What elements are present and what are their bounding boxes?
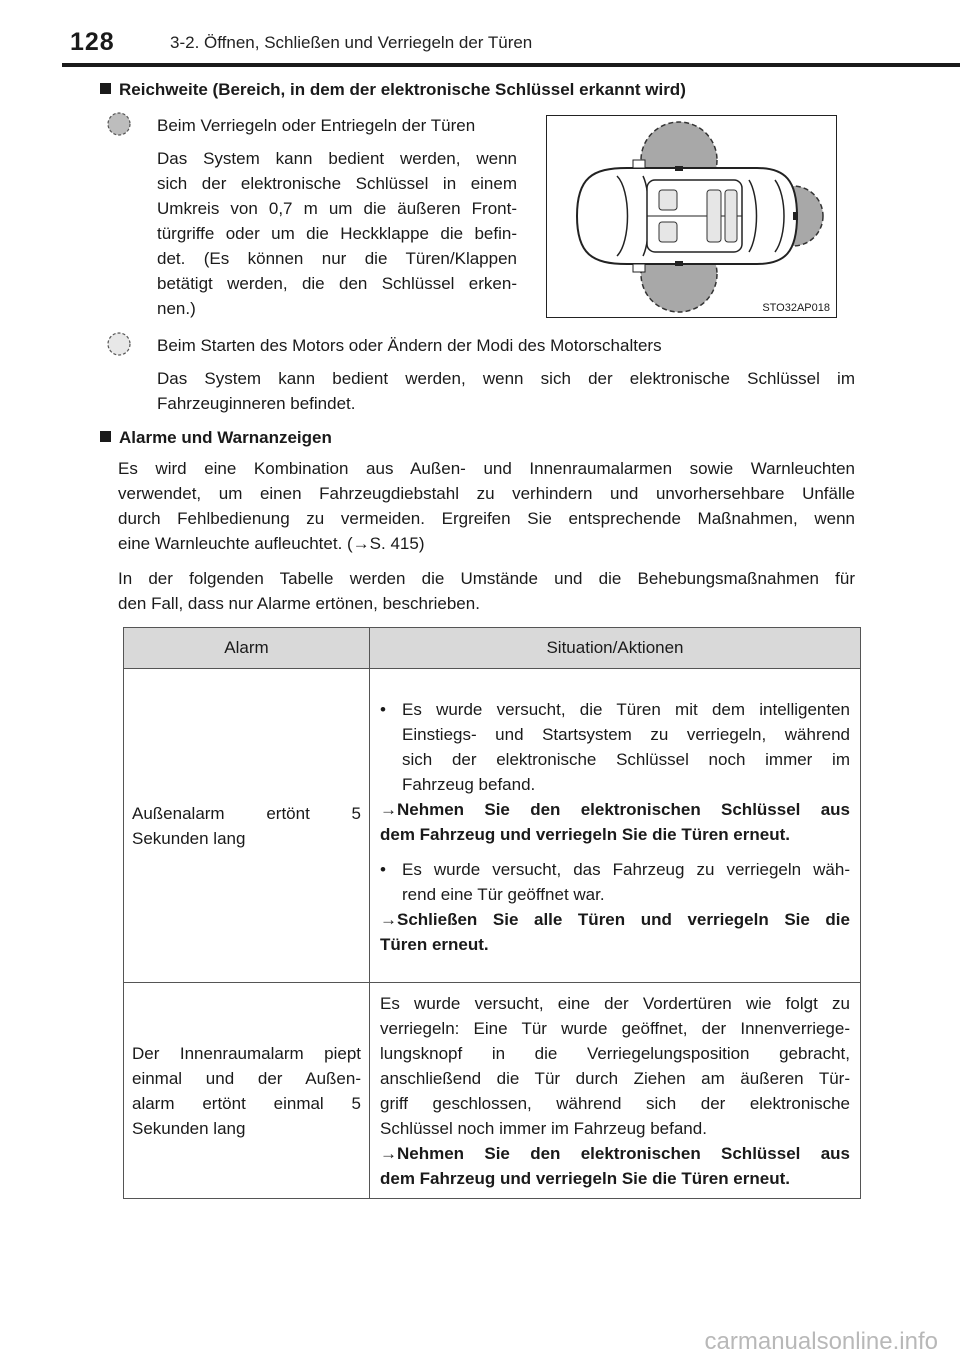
situation-cell bbox=[370, 669, 861, 983]
alarm-cell bbox=[124, 983, 370, 1199]
vehicle-range-figure bbox=[546, 115, 837, 318]
text-line: In der folgenden Tabelle werden die Umstände und die Behebungsmaßnahmen für bbox=[118, 569, 855, 588]
text-line: Schlüssel noch immer im Fahrzeug befand. bbox=[380, 1118, 707, 1138]
text-line: →Nehmen Sie den elektronischen Schlüssel aus bbox=[380, 799, 850, 819]
item2-title: Beim Starten des Motors oder Ändern der Modi des Motorschalters bbox=[157, 336, 662, 355]
text-line: Das System kann bedient werden, wenn sich der elektronische Schlüssel im bbox=[157, 369, 855, 388]
table-header-alarm: Alarm bbox=[124, 628, 370, 669]
text-line: Umkreis von 0,7 m um die äußeren Front- bbox=[157, 199, 517, 218]
text-line: det. (Es können nur die Türen/Klappen bbox=[157, 249, 517, 268]
text-line: den Fall, dass nur Alarme ertönen, beschrieben. bbox=[118, 594, 480, 613]
text-line: dem Fahrzeug und verriegeln Sie die Türen erneut. bbox=[380, 824, 790, 844]
text-line: verwendet, um einen Fahrzeugdiebstahl zu verhindern und unvorhersehbare Unfälle bbox=[118, 484, 855, 503]
alarm-heading bbox=[100, 428, 332, 448]
text-line: Fahrzeuginneren befindet. bbox=[157, 394, 356, 413]
square-bullet-icon bbox=[100, 83, 111, 94]
text-line: Türen erneut. bbox=[380, 934, 489, 954]
text-line: griff geschlossen, während sich der elektronische bbox=[380, 1093, 850, 1113]
situation-bullet bbox=[380, 857, 850, 907]
alarm-table bbox=[123, 627, 861, 1199]
table-row bbox=[124, 983, 861, 1199]
alarm-paragraph-1 bbox=[118, 456, 855, 556]
table-header-row bbox=[124, 628, 861, 669]
text-line: Der Innenraumalarm piept bbox=[132, 1043, 361, 1063]
action-text bbox=[380, 907, 850, 957]
table-row bbox=[124, 669, 861, 983]
text-line: nen.) bbox=[157, 299, 196, 318]
alarm-heading-text: Alarme und Warnanzeigen bbox=[119, 428, 332, 447]
item1-title: Beim Verriegeln oder Entriegeln der Türen bbox=[157, 116, 476, 135]
text-line: Einstiegs- und Startsystem zu verriegeln, während bbox=[402, 724, 850, 744]
car-top-view-illustration bbox=[547, 116, 836, 317]
page-number: 128 bbox=[70, 28, 115, 56]
text-line: →Schließen Sie alle Türen und verriegeln Sie die bbox=[380, 909, 850, 929]
alarm-cell bbox=[124, 669, 370, 983]
section-title: 3-2. Öffnen, Schließen und Verriegeln der Türen bbox=[170, 33, 533, 52]
item1-body bbox=[157, 146, 517, 321]
text-line: sich der elektronische Schlüssel noch immer im bbox=[402, 749, 850, 769]
text-line: durch Fehlbedienung zu vermeiden. Ergreifen Sie entsprechende Maßnahmen, wenn bbox=[118, 509, 855, 528]
header-rule bbox=[62, 63, 960, 67]
text-line: Es wurde versucht, eine der Vordertüren wie folgt zu bbox=[380, 993, 850, 1013]
text-line: sich der elektronische Schlüssel in einem bbox=[157, 174, 517, 193]
table-header-situation: Situation/Aktionen bbox=[370, 628, 861, 669]
text-line: einmal und der Außen- bbox=[132, 1068, 361, 1088]
text-line: Sekunden lang bbox=[132, 828, 246, 848]
text-line: alarm ertönt einmal 5 bbox=[132, 1093, 361, 1113]
text-line: Das System kann bedient werden, wenn bbox=[157, 149, 517, 168]
text-line: • Es wurde versucht, die Türen mit dem intelligenten bbox=[402, 699, 850, 719]
text-line: Sekunden lang bbox=[132, 1118, 246, 1138]
alarm-paragraph-2 bbox=[118, 566, 855, 616]
text-line: →Nehmen Sie den elektronischen Schlüssel aus bbox=[380, 1143, 850, 1163]
action-text bbox=[380, 797, 850, 847]
text-line: betätigt werden, die den Schlüssel erken- bbox=[157, 274, 517, 293]
figure-label: STO32AP018 bbox=[762, 302, 830, 314]
situation-cell bbox=[370, 983, 861, 1199]
text-line: Fahrzeug befand. bbox=[402, 774, 536, 794]
situation-bullet bbox=[380, 697, 850, 797]
text-line: anschließend die Tür durch Ziehen am äußeren Tür- bbox=[380, 1068, 850, 1088]
text-line: rend eine Tür geöffnet war. bbox=[402, 884, 605, 904]
text-line: Außenalarm ertönt 5 bbox=[132, 803, 361, 823]
item2-body bbox=[157, 366, 855, 416]
text-line: dem Fahrzeug und verriegeln Sie die Türen erneut. bbox=[380, 1168, 790, 1188]
text-line: eine Warnleuchte aufleuchtet. (→S. 415) bbox=[118, 534, 425, 553]
dashed-circle-marker-icon bbox=[106, 111, 132, 137]
range-heading-text: Reichweite (Bereich, in dem der elektronische Schlüssel erkannt wird) bbox=[119, 80, 686, 99]
text-line: • Es wurde versucht, das Fahrzeug zu verriegeln wäh- bbox=[402, 859, 850, 879]
dashed-circle-marker-icon bbox=[106, 331, 132, 357]
watermark: carmanualsonline.info bbox=[704, 1328, 938, 1355]
square-bullet-icon bbox=[100, 431, 111, 442]
text-line: lungsknopf in die Verriegelungsposition gebracht, bbox=[380, 1043, 850, 1063]
text-line: türgriffe oder um die Heckklappe die befin- bbox=[157, 224, 517, 243]
action-text bbox=[380, 1141, 850, 1191]
text-line: Es wird eine Kombination aus Außen- und Innenraumalarmen sowie Warnleuchten bbox=[118, 459, 855, 478]
range-heading bbox=[100, 80, 686, 100]
text-line: verriegeln: Eine Tür wurde geöffnet, der Innenverriege- bbox=[380, 1018, 850, 1038]
